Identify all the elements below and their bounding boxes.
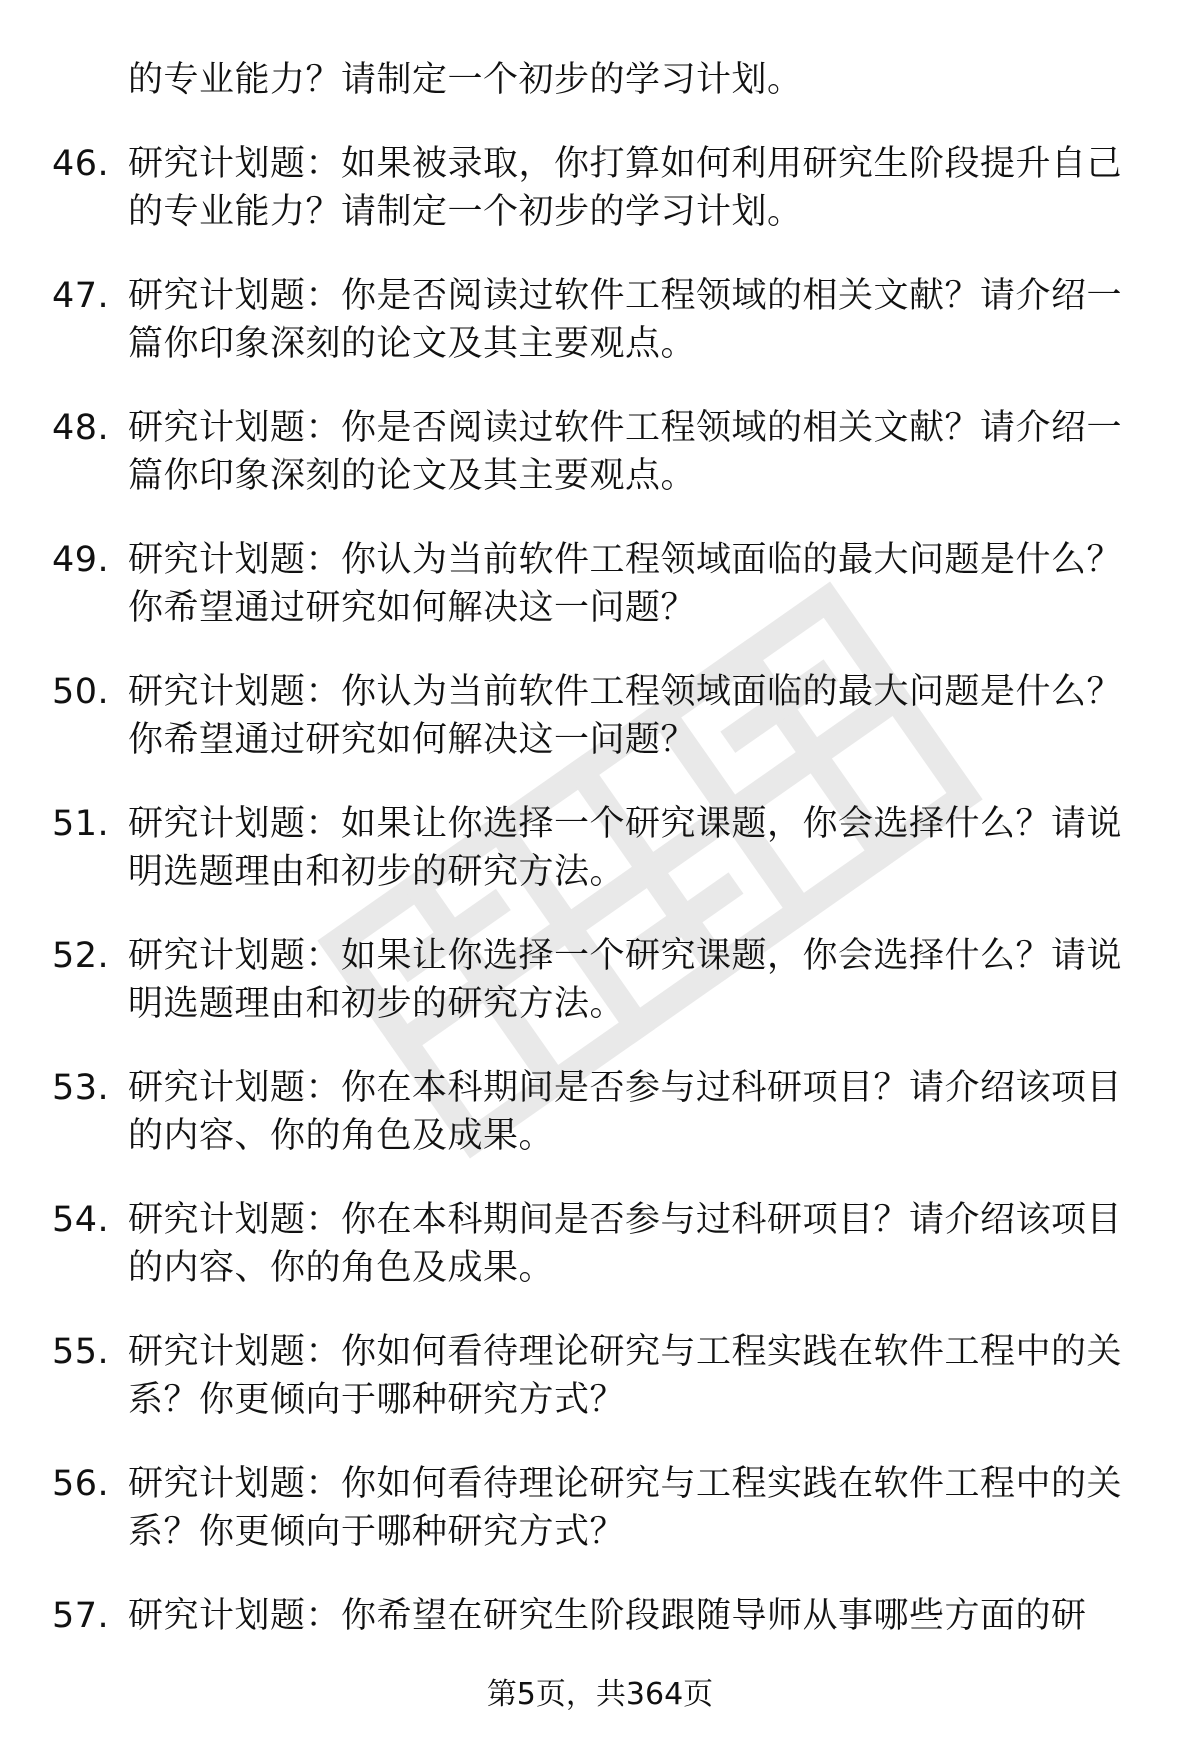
question-list — [0, 140, 1200, 1688]
question-number: 54. — [52, 1200, 110, 1240]
list-item — [0, 1064, 1200, 1160]
question-text: 研究计划题：你是否阅读过软件工程领域的相关文献？请介绍一篇你印象深刻的论文及其主要观点。 — [128, 408, 1123, 496]
question-number: 51. — [52, 804, 110, 844]
list-item — [0, 272, 1200, 368]
question-text: 研究计划题：你如何看待理论研究与工程实践在软件工程中的关系？你更倾向于哪种研究方式？ — [128, 1464, 1123, 1552]
question-text: 研究计划题：你如何看待理论研究与工程实践在软件工程中的关系？你更倾向于哪种研究方式？ — [128, 1332, 1123, 1420]
list-item — [0, 1328, 1200, 1424]
continuation-text: 的专业能力？请制定一个初步的学习计划。 — [128, 60, 803, 100]
question-text: 研究计划题：你在本科期间是否参与过科研项目？请介绍该项目的内容、你的角色及成果。 — [128, 1200, 1123, 1288]
question-text: 研究计划题：如果被录取，你打算如何利用研究生阶段提升自己的专业能力？请制定一个初步的学习计划。 — [128, 144, 1123, 232]
question-number: 55. — [52, 1332, 110, 1372]
question-number: 57. — [52, 1596, 110, 1636]
question-text: 研究计划题：你认为当前软件工程领域面临的最大问题是什么？你希望通过研究如何解决这一问题？ — [128, 672, 1123, 760]
list-item — [0, 800, 1200, 896]
question-text: 研究计划题：如果让你选择一个研究课题，你会选择什么？请说明选题理由和初步的研究方法。 — [128, 804, 1123, 892]
question-number: 53. — [52, 1068, 110, 1108]
question-number: 50. — [52, 672, 110, 712]
list-item — [0, 140, 1200, 236]
question-text: 研究计划题：你希望在研究生阶段跟随导师从事哪些方面的研 — [128, 1596, 1087, 1636]
question-text: 研究计划题：你是否阅读过软件工程领域的相关文献？请介绍一篇你印象深刻的论文及其主要观点。 — [128, 276, 1123, 364]
question-text: 研究计划题：如果让你选择一个研究课题，你会选择什么？请说明选题理由和初步的研究方法。 — [128, 936, 1123, 1024]
question-text: 研究计划题：你在本科期间是否参与过科研项目？请介绍该项目的内容、你的角色及成果。 — [128, 1068, 1123, 1156]
list-item — [0, 404, 1200, 500]
list-item — [0, 932, 1200, 1028]
question-number: 49. — [52, 540, 110, 580]
question-content — [0, 56, 1200, 1724]
list-item — [0, 1460, 1200, 1556]
question-number: 48. — [52, 408, 110, 448]
question-number: 56. — [52, 1464, 110, 1504]
list-item — [0, 1592, 1200, 1688]
page-footer: 第5页，共364页 — [486, 1677, 714, 1712]
list-item — [0, 1196, 1200, 1292]
list-item — [0, 668, 1200, 764]
question-number: 46. — [52, 144, 110, 184]
question-number: 47. — [52, 276, 110, 316]
question-text: 研究计划题：你认为当前软件工程领域面临的最大问题是什么？你希望通过研究如何解决这一问题？ — [128, 540, 1123, 628]
question-number: 52. — [52, 936, 110, 976]
list-item — [0, 536, 1200, 632]
